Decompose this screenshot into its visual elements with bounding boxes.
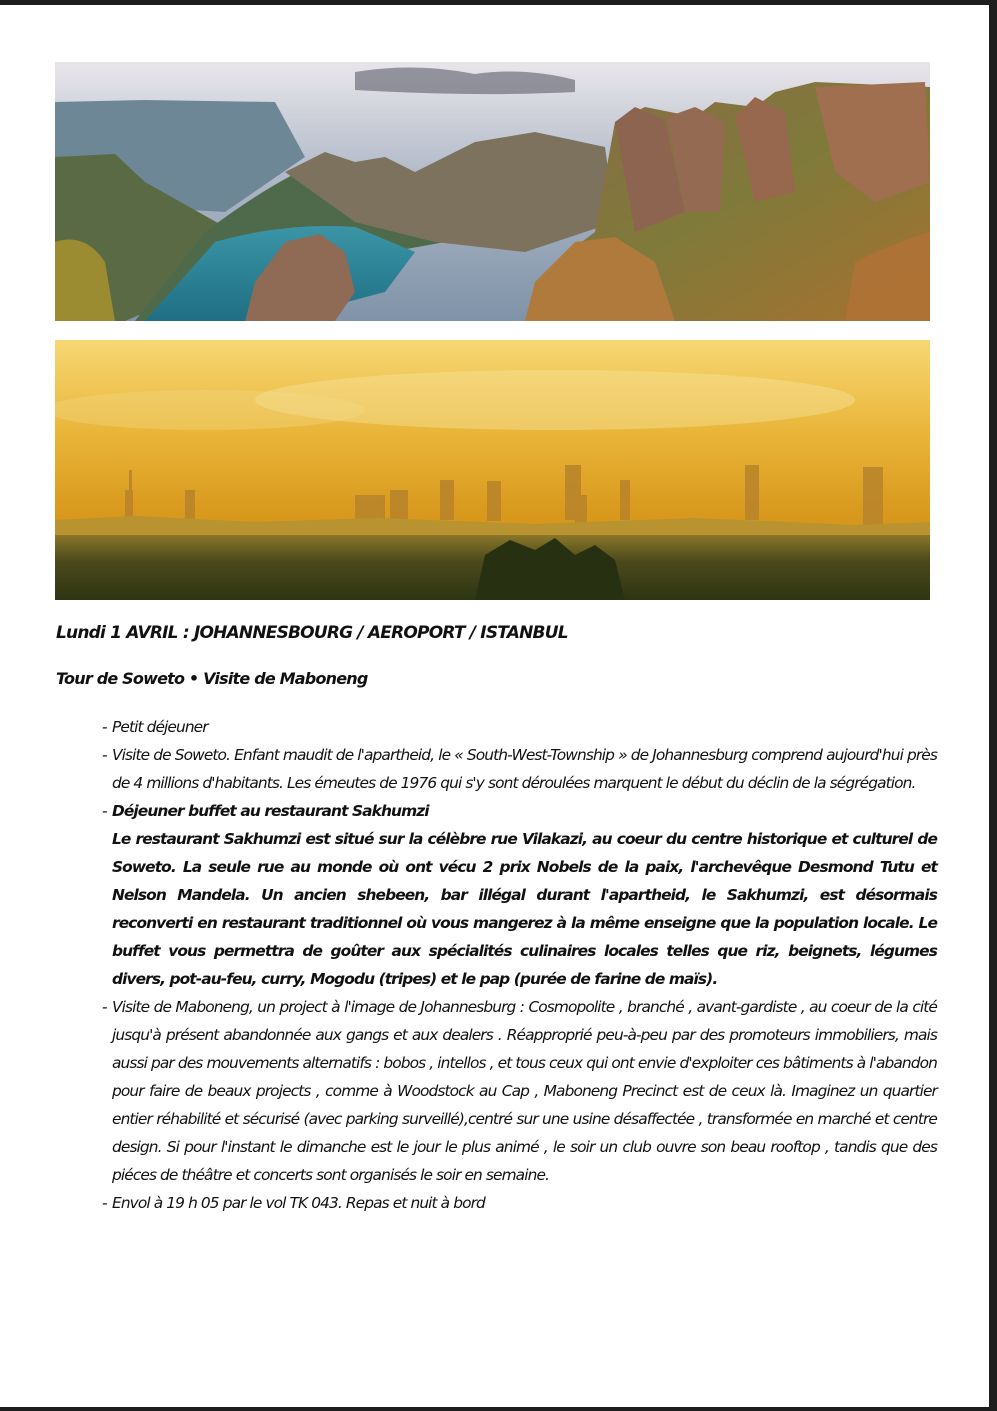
list-dash: - (102, 1194, 107, 1212)
item-text: Petit déjeuner (112, 718, 208, 736)
list-dash: - (102, 718, 107, 736)
itinerary-item (102, 713, 937, 741)
list-dash: - (102, 746, 107, 764)
itinerary-list (102, 713, 937, 1217)
johannesburg-skyline-illustration (55, 340, 930, 600)
canyon-landscape-photo (55, 62, 930, 321)
itinerary-item (102, 993, 937, 1189)
item-text: Le restaurant Sakhumzi est situé sur la célèbre rue Vilakazi, au coeur du centre historique et culturel de Soweto. La seule rue au monde où ont vécu 2 prix Nobels de la paix, l'archevêque Desmond Tutu et Nelson Mandela. Un ancien shebeen, bar illégal durant l'apartheid, le Sakhumzi, est désormais reconverti en restaurant traditionnel où vous mangerez à la même enseigne que la population locale. Le buffet vous permettra de goûter aux spécialités culinaires locales telles que riz, beignets, légumes divers, pot-au-feu, curry, Mogodu (tripes) et le pap (purée de farine de maïs). (112, 830, 937, 988)
canyon-landscape-illustration (55, 62, 930, 321)
list-dash: - (102, 802, 107, 820)
document-page (0, 5, 989, 1407)
list-dash: - (102, 998, 107, 1016)
itinerary-item (102, 1189, 937, 1217)
day-title: Lundi 1 AVRIL : JOHANNESBOURG / AEROPORT / ISTANBUL (56, 623, 568, 643)
day-subtitle: Tour de Soweto • Visite de Maboneng (56, 669, 368, 688)
johannesburg-skyline-photo (55, 340, 930, 600)
item-text: Visite de Soweto. Enfant maudit de l'apartheid, le « South-West-Township » de Johannesburg comprend aujourd'hui près de 4 millions d'habitants. Les émeutes de 1976 qui s'y sont déroulées marquent le début du déclin de la ségrégation. (112, 746, 937, 792)
itinerary-item (102, 741, 937, 797)
item-title: Déjeuner buffet au restaurant Sakhumzi (112, 802, 429, 820)
item-text: Visite de Maboneng, un project à l'image de Johannesburg : Cosmopolite , branché , avant-gardiste , au coeur de la cité jusqu'à présent abandonnée aux gangs et aux dealers . Réapproprié peu-à-peu par des promoteurs immobiliers, mais aussi par des mouvements alternatifs : bobos , intellos , et tous ceux qui ont envie d'exploiter ces bâtiments à l'abandon pour faire de beaux projects , comme à Woodstock au Cap , Maboneng Precinct est de ceux là. Imaginez un quartier entier réhabilité et sécurisé (avec parking surveillé),centré sur une usine désaffectée , transformée en marché et centre design. Si pour l'instant le dimanche est le jour le plus animé , le soir un club ouvre son beau rooftop , tandis que des piéces de théâtre et concerts sont organisés le soir en semaine. (112, 998, 937, 1184)
item-text: Envol à 19 h 05 par le vol TK 043. Repas et nuit à bord (112, 1194, 485, 1212)
itinerary-item (102, 797, 937, 993)
